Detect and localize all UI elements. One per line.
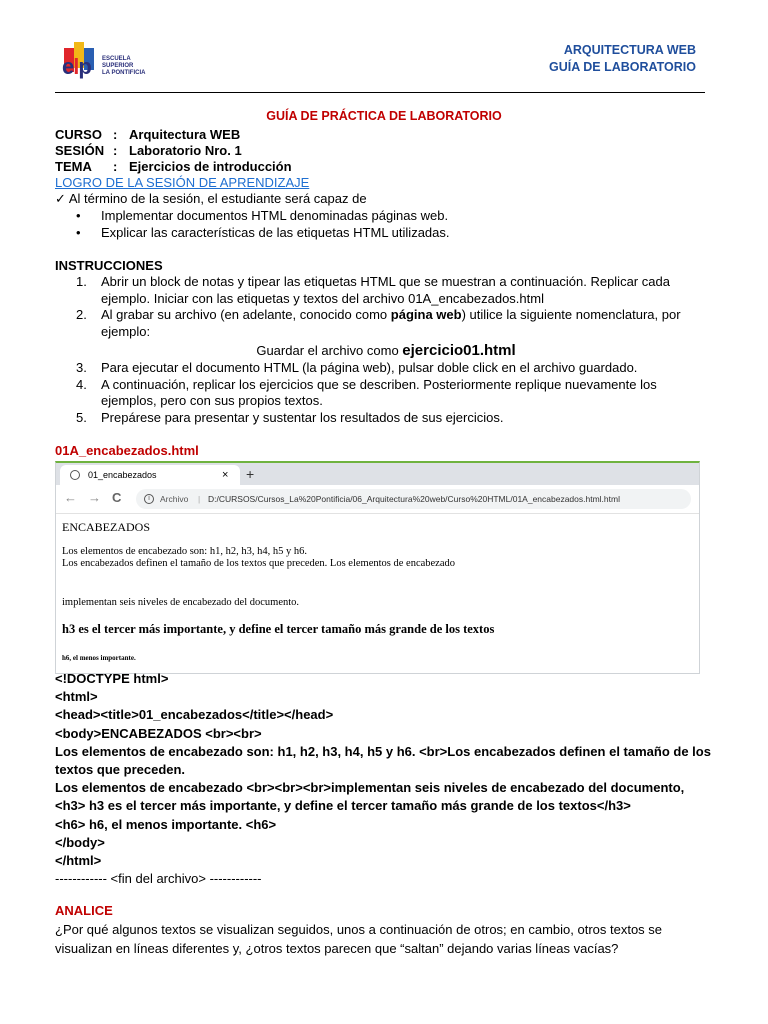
logo-text-line: LA PONTIFICIA <box>102 70 146 76</box>
page-text: ENCABEZADOS <box>62 520 151 534</box>
doc-type: GUÍA DE LABORATORIO <box>549 60 696 74</box>
save-instruction: Guardar el archivo como ejercicio01.html <box>256 342 516 359</box>
code-line: <body>ENCABEZADOS <br><br> <box>55 725 262 741</box>
page-h3: h3 es el tercer más importante, y define el tercer tamaño más grande de los textos <box>62 622 495 636</box>
page-h6: h6, el menos importante. <box>62 654 136 662</box>
check-icon: ✓ <box>55 191 66 206</box>
logo-text-line: ESCUELA <box>102 56 131 62</box>
browser-screenshot <box>55 461 700 674</box>
browser-tab <box>60 465 240 485</box>
code-line: </body> <box>55 834 105 850</box>
list-item: 3. Para ejecutar el documento HTML (la página web), pulsar doble click en el archivo guardado. <box>76 360 638 375</box>
reload-icon: C <box>112 490 122 505</box>
code-line: <head><title>01_encabezados</title></head> <box>55 707 334 723</box>
page-title: GUÍA DE PRÁCTICA DE LABORATORIO <box>266 109 502 123</box>
code-line: <h3> h3 es el tercer más importante, y define el tercer tamaño más grande de los textos</h3> <box>55 798 631 814</box>
address-separator: | <box>198 494 201 504</box>
address-bar <box>136 489 691 509</box>
logro-list <box>76 207 450 241</box>
list-item: • Implementar documentos HTML denominadas páginas web. <box>76 207 450 224</box>
info-icon: i <box>144 494 154 504</box>
list-item: 4. A continuación, replicar los ejercicios que se describen. Posteriormente replique nuevamente los ejemplos, pero con sus propios textos. <box>76 376 657 408</box>
logo-text-line: SUPERIOR <box>102 63 134 69</box>
instrucciones-heading: INSTRUCCIONES <box>55 258 163 273</box>
new-tab-icon: + <box>246 466 255 482</box>
instrucciones-list <box>76 274 706 426</box>
code-line: <!DOCTYPE html> <box>55 671 169 686</box>
example-filename: 01A_encabezados.html <box>55 443 199 458</box>
code-line: </html> <box>55 853 102 869</box>
end-of-file-marker: ------------ <fin del archivo> ------------ <box>55 871 262 887</box>
list-item: 1. Abrir un block de notas y tipear las etiquetas HTML que se muestran a continuación. Replicar cada ejemplo. Iniciar con las etiquetas y textos del archivo 01A_encabezados.html <box>76 274 670 306</box>
page-text: Los encabezados definen el tamaño de los textos que preceden. Los elementos de encabezado <box>62 558 456 569</box>
page-text: implementan seis niveles de encabezado del documento. <box>62 597 300 608</box>
logro-intro: ✓ Al término de la sesión, el estudiante será capaz de <box>55 191 367 206</box>
globe-icon <box>70 470 80 480</box>
info-sesion: SESIÓN : Laboratorio Nro. 1 <box>55 143 242 158</box>
school-logo: elp ESCUELA SUPERIOR LA PONTIFICIA <box>60 40 156 86</box>
analice-question: ¿Por qué algunos textos se visualizan seguidos, unos a continuación de otros; en cambio, otros textos se visualizan en líneas diferentes y, ¿otros textos parecen que “saltan” dejando varias líneas vacías? <box>55 922 663 956</box>
code-line: Los elementos de encabezado <br><br><br>implementan seis niveles de encabezado del documento, <box>55 780 685 796</box>
analice-heading: ANALICE <box>55 903 113 918</box>
list-item: 2. Al grabar su archivo (en adelante, conocido como página web) utilice la siguiente nomenclatura, por ejemplo: <box>76 307 681 339</box>
browser-toolbar <box>56 485 699 514</box>
close-icon: × <box>222 469 229 481</box>
list-item: 5. Prepárese para presentar y sustentar los resultados de sus ejercicios. <box>76 409 504 425</box>
code-line: <h6> h6, el menos importante. <h6> <box>55 816 277 832</box>
code-line: Los elementos de encabezado son: h1, h2, h3, h4, h5 y h6. <br>Los encabezados definen el tamaño de los textos que preceden. <box>55 743 711 778</box>
page-text: Los elementos de encabezado son: h1, h2, h3, h4, h5 y h6. <box>62 546 307 557</box>
info-curso: CURSO : Arquitectura WEB <box>55 127 241 142</box>
code-listing <box>55 670 715 888</box>
back-icon: ← <box>64 490 77 505</box>
code-line: <html> <box>55 689 98 705</box>
header-divider <box>55 92 705 93</box>
info-tema: TEMA : Ejercicios de introducción <box>55 159 292 174</box>
list-item: • Explicar las características de las etiquetas HTML utilizadas. <box>76 224 450 241</box>
logro-heading: LOGRO DE LA SESIÓN DE APRENDIZAJE <box>55 175 310 190</box>
forward-icon: → <box>88 490 101 505</box>
tab-title: 01_encabezados <box>88 470 157 480</box>
scheme-label: Archivo <box>160 494 189 504</box>
url-text: D:/CURSOS/Cursos_La%20Pontificia/06_Arquitectura%20web/Curso%20HTML/01A_encabezados.html.html <box>208 494 620 504</box>
course-title: ARQUITECTURA WEB <box>563 43 696 57</box>
tab-bar <box>56 463 699 485</box>
